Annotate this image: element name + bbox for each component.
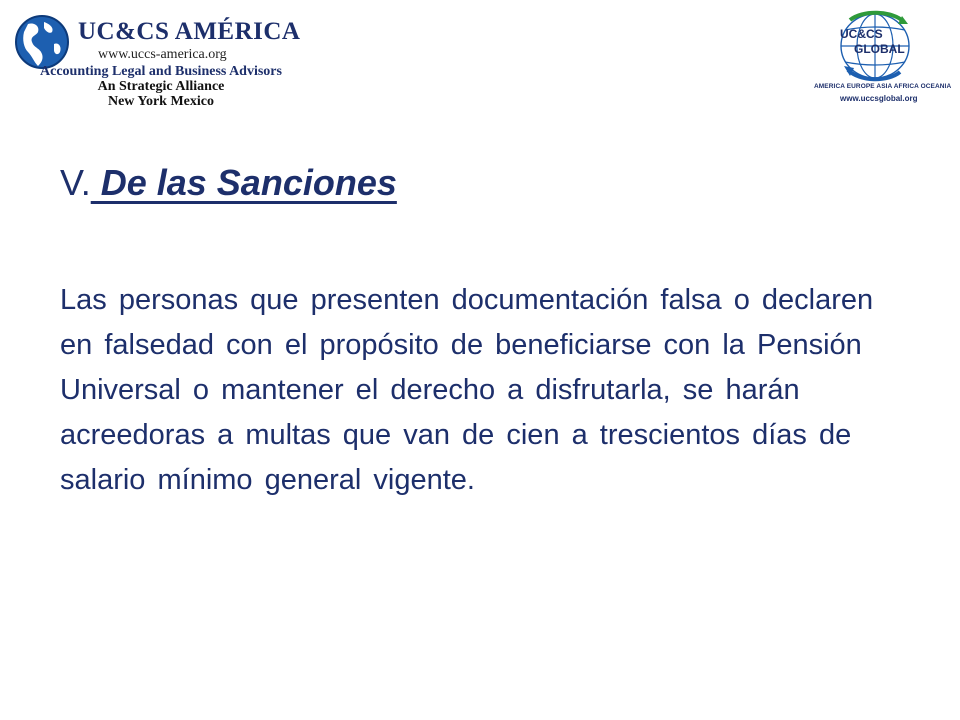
uccs-global-logo [800,8,950,108]
global-url: www.uccsglobal.org [840,94,918,103]
body-paragraph: Las personas que presenten documentación falsa o declaren en falsedad con el propósito de beneficiarse con la Pensión Universal o mantener el derecho a disfrutarla, se harán acreedoras a multas que van de cien a trescientos días de salario mínimo general vigente. [60,284,874,496]
global-brand-bottom: GLOBAL [854,42,905,56]
brand-title: UC&CS AMÉRICA [78,18,301,45]
section-heading [60,162,397,204]
globe-icon [14,14,70,70]
brand-locations: New York Mexico [107,94,214,109]
section-number: V. [60,162,91,203]
continents-list: AMERICA EUROPE ASIA AFRICA OCEANIA [814,83,952,90]
section-title: De las Sanciones [90,162,397,203]
brand-tagline: Accounting Legal and Business Advisors [40,64,282,79]
brand-alliance: An Strategic Alliance [97,79,225,94]
globe-arrows-icon [800,8,950,108]
global-brand-top: UC&CS [840,27,883,41]
uccs-america-logo [14,12,314,109]
brand-url: www.uccs-america.org [98,47,227,62]
